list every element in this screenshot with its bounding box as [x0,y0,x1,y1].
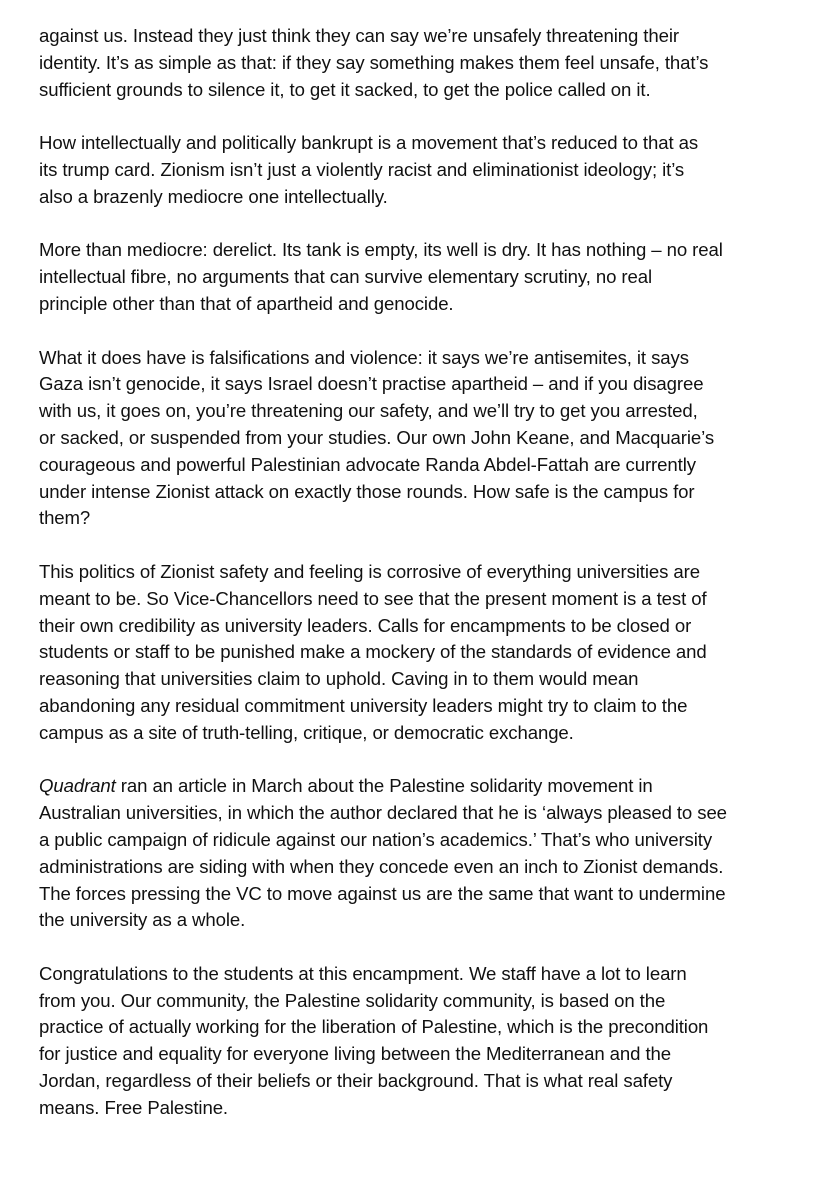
text-line: them? [39,507,91,529]
text-line: reasoning that universities claim to uphold. Caving in to them would mean [39,668,639,690]
text-line: More than mediocre: derelict. Its tank is empty, its well is dry. It has nothing – no real [39,239,723,261]
text-line: from you. Our community, the Palestine solidarity community, is based on the [39,989,666,1011]
paragraph-4 [39,345,791,533]
text-line: students or staff to be punished make a mockery of the standards of evidence and [39,641,707,663]
text-line: against us. Instead they just think they can say we’re unsafely threatening their [39,25,679,46]
text-line: practice of actually working for the liberation of Palestine, which is the precondition [39,1016,709,1038]
text-line: The forces pressing the VC to move against us are the same that want to undermine [39,882,726,904]
text-line: administrations are siding with when they concede even an inch to Zionist demands. [39,855,724,877]
paragraph-6 [39,773,791,934]
text-line: courageous and powerful Palestinian advocate Randa Abdel-Fattah are currently [39,453,696,475]
text-line: intellectual fibre, no arguments that can survive elementary scrutiny, no real [39,266,652,288]
text-line: sufficient grounds to silence it, to get it sacked, to get the police called on it. [39,78,651,100]
text-line: for justice and equality for everyone living between the Mediterranean and the [39,1043,672,1065]
text-line: their own credibility as university leaders. Calls for encampments to be closed or [39,614,692,636]
text-line: What it does have is falsifications and violence: it says we’re antisemites, it says [39,346,689,368]
paragraph-2 [39,130,791,210]
text-line: meant to be. So Vice-Chancellors need to see that the present moment is a test of [39,587,707,609]
text-line: also a brazenly mediocre one intellectually. [39,185,388,207]
paragraph-5 [39,559,791,747]
text-line: its trump card. Zionism isn’t just a violently racist and eliminationist ideology; it’s [39,158,685,180]
text-line: abandoning any residual commitment university leaders might try to claim to the [39,694,688,716]
publication-title: Quadrant [39,775,116,797]
paragraph-1 [39,23,791,103]
text-line: a public campaign of ridicule against our nation’s academics.’ That’s who university [39,828,713,850]
text-line: Australian universities, in which the author declared that he is ‘always pleased to see [39,802,727,824]
text-line [39,773,791,800]
text-line: with us, it goes on, you’re threatening our safety, and we’ll try to get you arrested, [39,400,698,422]
text-line: This politics of Zionist safety and feeling is corrosive of everything universities are [39,560,700,582]
text-line: Congratulations to the students at this encampment. We staff have a lot to learn [39,962,687,984]
text-line: or sacked, or suspended from your studies. Our own John Keane, and Macquarie’s [39,426,715,448]
paragraph-3 [39,237,791,317]
text-line: the university as a whole. [39,909,246,931]
text-line: Gaza isn’t genocide, it says Israel doesn’t practise apartheid – and if you disagree [39,373,704,395]
text-line: under intense Zionist attack on exactly those rounds. How safe is the campus for [39,480,695,502]
text-line: principle other than that of apartheid and genocide. [39,292,454,314]
text-line: How intellectually and politically bankrupt is a movement that’s reduced to that as [39,132,699,154]
paragraph-7 [39,961,791,1122]
text-line: identity. It’s as simple as that: if they say something makes them feel unsafe, that’s [39,51,709,73]
text-line: means. Free Palestine. [39,1096,228,1118]
text-line: campus as a site of truth-telling, critique, or democratic exchange. [39,721,574,743]
text-line: Jordan, regardless of their beliefs or their background. That is what real safety [39,1070,673,1092]
text-line-rest: ran an article in March about the Palestine solidarity movement in [115,775,653,797]
document-page [39,23,791,1148]
